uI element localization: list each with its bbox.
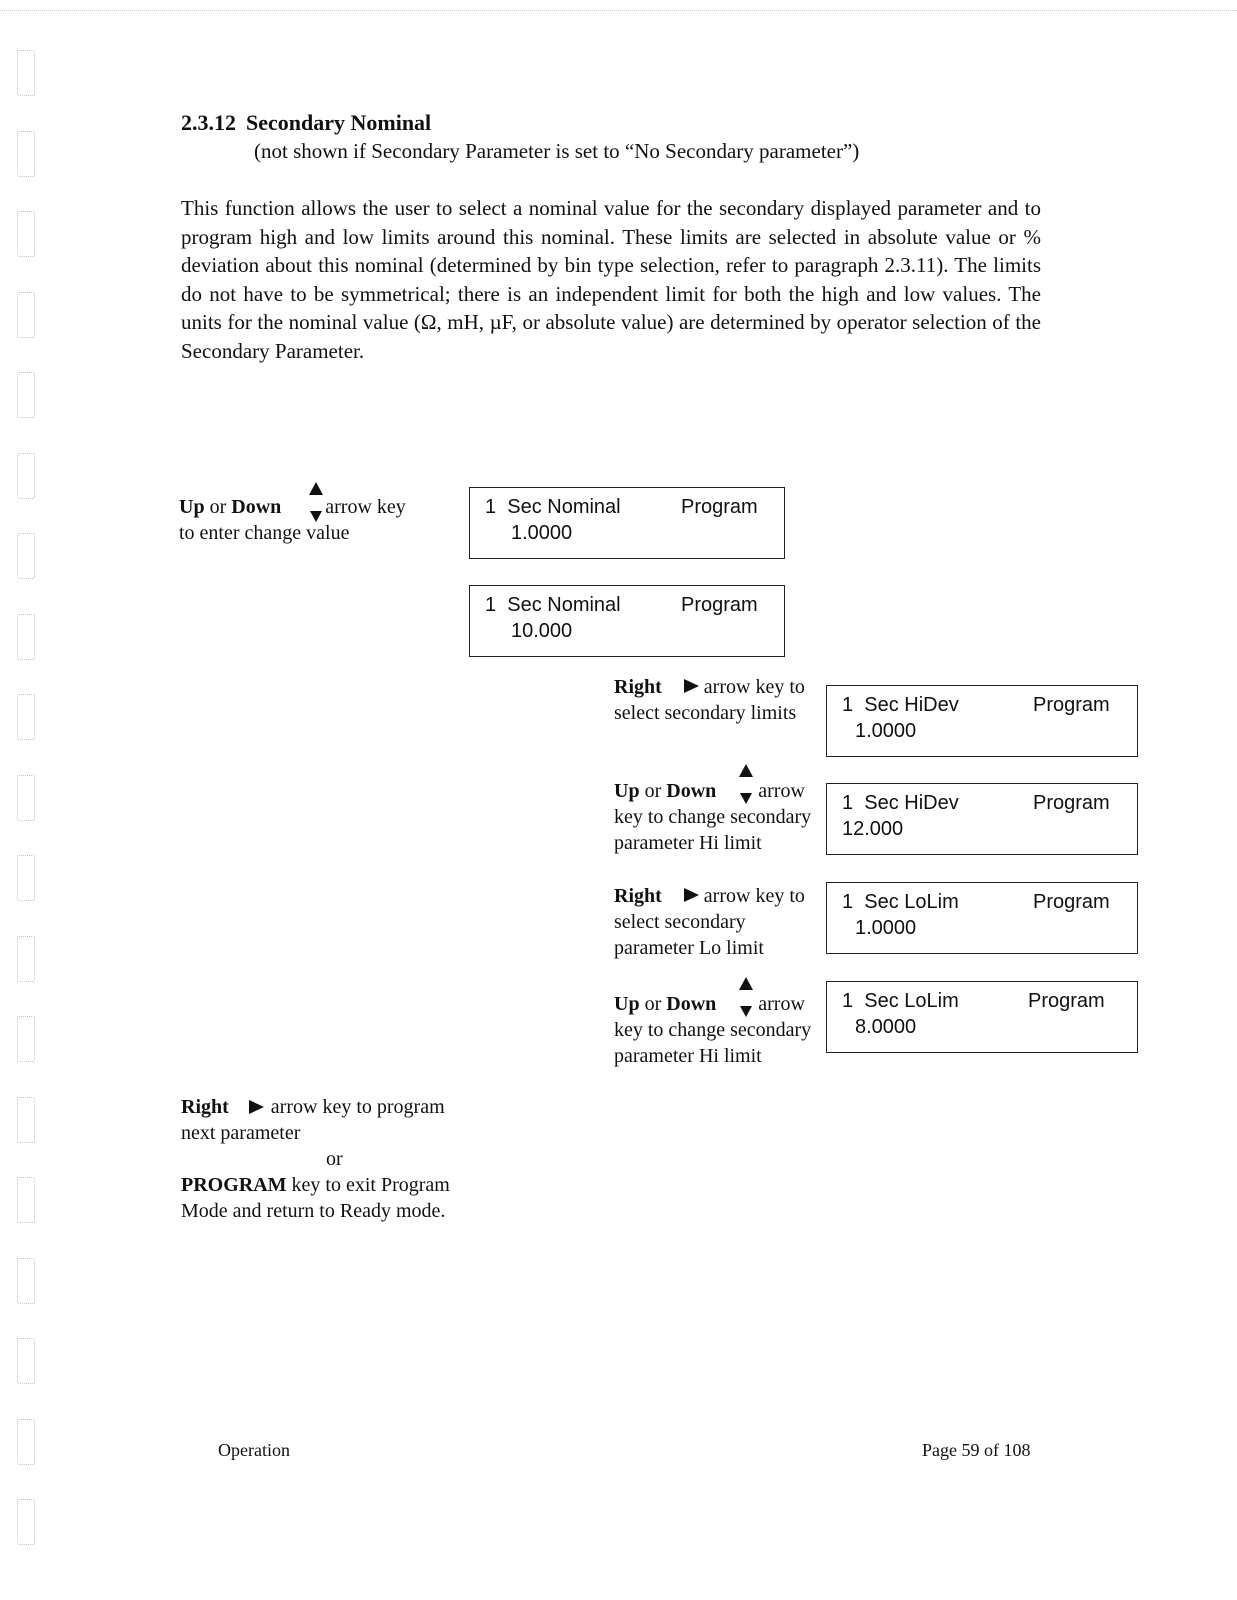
binder-hole bbox=[17, 936, 35, 982]
section-heading bbox=[181, 110, 431, 136]
footer-section-name: Operation bbox=[218, 1440, 290, 1460]
up-down-arrow-icon bbox=[739, 764, 753, 808]
scan-edge-line bbox=[0, 10, 1237, 11]
binder-hole bbox=[17, 533, 35, 579]
binder-hole bbox=[17, 614, 35, 660]
instruction-up-down-hi-limit: Up or Down arrow key to change secondary parameter Hi limit bbox=[614, 780, 812, 854]
section-subtitle: (not shown if Secondary Parameter is set to “No Secondary parameter”) bbox=[254, 139, 860, 163]
binder-hole bbox=[17, 211, 35, 257]
footer-page-number: Page 59 of 108 bbox=[922, 1440, 1031, 1460]
instruction-up-down-lo-limit: Up or Down arrow key to change secondary parameter Hi limit bbox=[614, 993, 812, 1067]
binder-hole bbox=[17, 1338, 35, 1384]
binder-hole bbox=[17, 1177, 35, 1223]
binder-hole bbox=[17, 855, 35, 901]
binder-hole bbox=[17, 50, 35, 96]
instruction-right-select-limits: Right arrow key to select secondary limits bbox=[614, 676, 805, 724]
section-title: Secondary Nominal bbox=[246, 110, 432, 135]
lcd-display-sec-hidev-2: 1 Sec HiDev Program 12.000 bbox=[826, 783, 1138, 855]
body-paragraph: This function allows the user to select a nominal value for the secondary displayed parameter and to program high and low limits around this nominal. These limits are selected in absolute value or % deviation about this nominal (determined by bin type selection, refer to paragraph 2.3.11). The limits do not have to be symmetrical; there is an independent limit for both the high and low values. The units for the nominal value (Ω, mH, µF, or absolute value) are determined by operator selection of the Secondary Parameter. bbox=[181, 196, 1041, 363]
lcd-display-sec-nominal-1: 1 Sec Nominal Program 1.0000 bbox=[469, 487, 785, 559]
right-arrow-icon bbox=[249, 1100, 264, 1114]
up-down-arrow-icon bbox=[309, 482, 323, 526]
binder-hole bbox=[17, 453, 35, 499]
binder-hole bbox=[17, 1258, 35, 1304]
binder-hole bbox=[17, 1419, 35, 1465]
instruction-next-or-exit: Right arrow key to program next parameter or PROGRAM key to exit Program Mode and return to Ready mode. bbox=[181, 1096, 450, 1222]
binder-hole bbox=[17, 292, 35, 338]
lcd-display-sec-nominal-2: 1 Sec Nominal Program 10.000 bbox=[469, 585, 785, 657]
up-down-arrow-icon bbox=[739, 977, 753, 1021]
lcd-display-sec-lolim-2: 1 Sec LoLim Program 8.0000 bbox=[826, 981, 1138, 1053]
right-arrow-icon bbox=[684, 679, 699, 693]
binder-hole bbox=[17, 372, 35, 418]
section-number: 2.3.12 bbox=[181, 110, 236, 135]
binder-hole bbox=[17, 131, 35, 177]
binder-hole bbox=[17, 694, 35, 740]
binder-hole bbox=[17, 1097, 35, 1143]
instruction-up-down-enter: Up or Down arrow key to enter change value bbox=[179, 496, 406, 544]
instruction-right-select-lo-limit: Right arrow key to select secondary parameter Lo limit bbox=[614, 885, 805, 959]
binder-hole bbox=[17, 1016, 35, 1062]
binder-hole bbox=[17, 1499, 35, 1545]
binder-hole bbox=[17, 775, 35, 821]
lcd-display-sec-hidev-1: 1 Sec HiDev Program 1.0000 bbox=[826, 685, 1138, 757]
lcd-display-sec-lolim-1: 1 Sec LoLim Program 1.0000 bbox=[826, 882, 1138, 954]
right-arrow-icon bbox=[684, 888, 699, 902]
